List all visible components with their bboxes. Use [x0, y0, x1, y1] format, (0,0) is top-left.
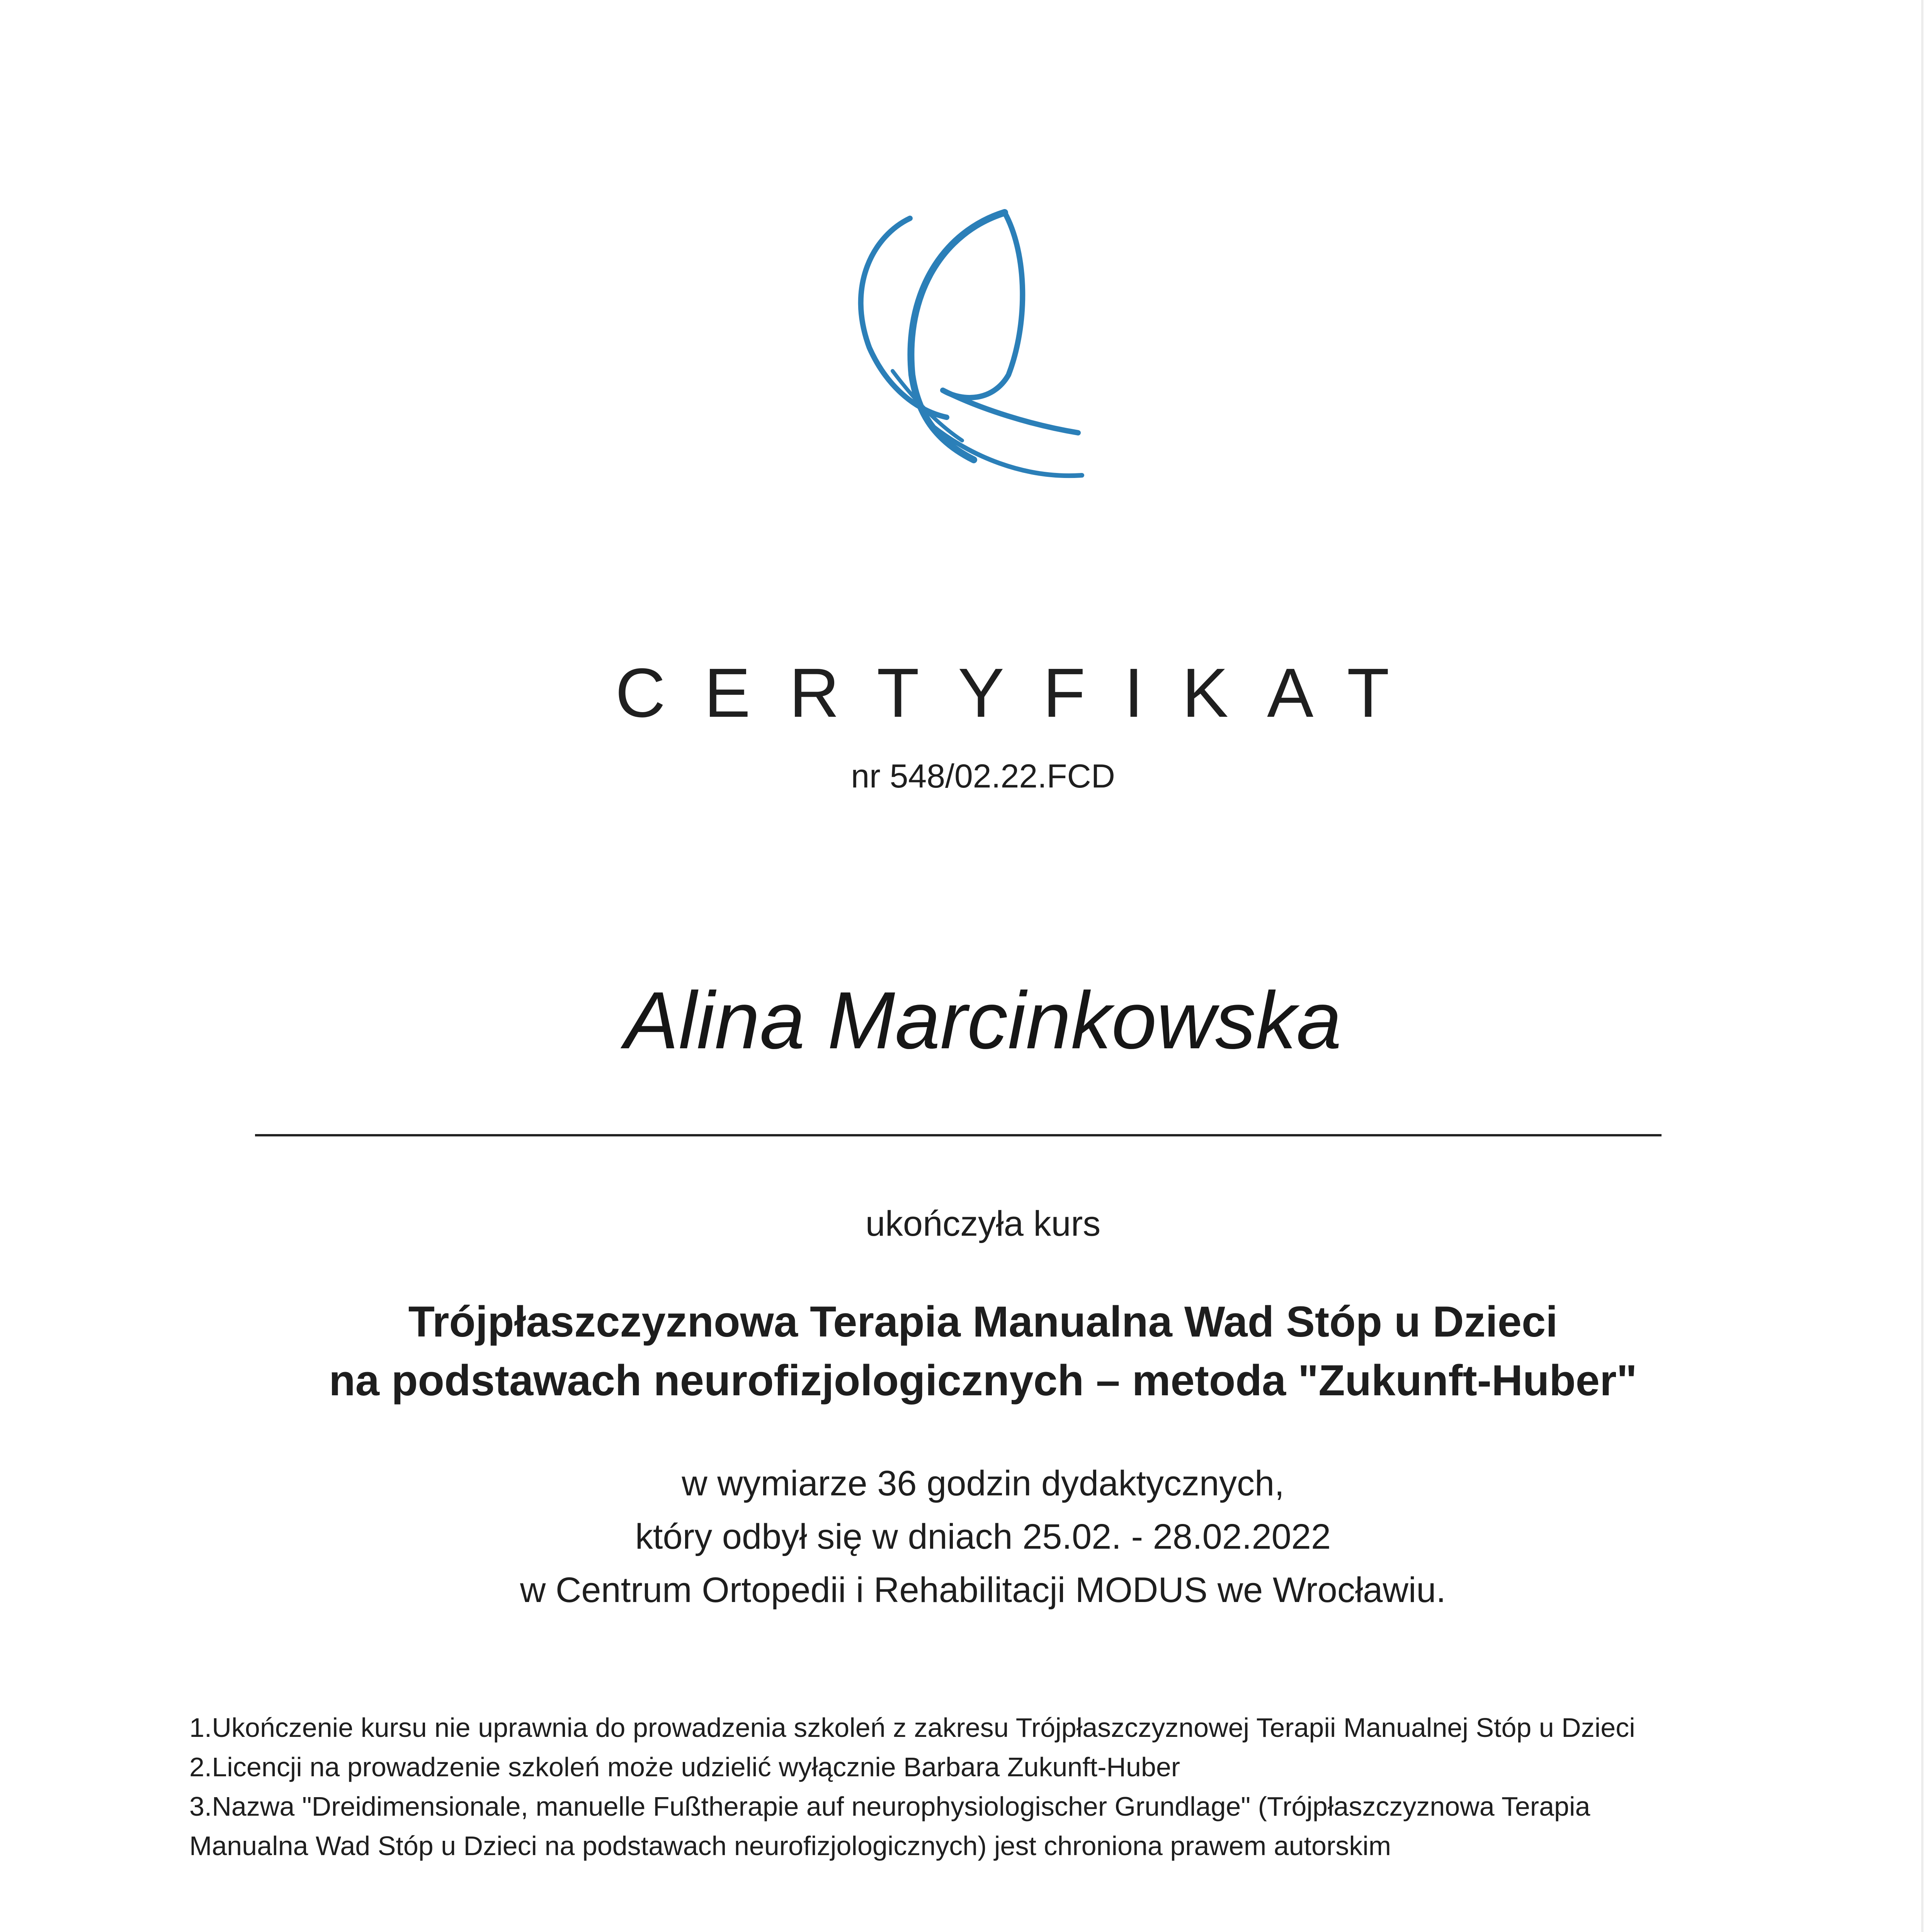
course-title-line-1: Trójpłaszczyznowa Terapia Manualna Wad Stóp u Dzieci: [408, 1298, 1558, 1346]
note-item: 3.Nazwa "Dreidimensionale, manuelle Fußtherapie auf neurophysiologischer Grundlage" (Trójpłaszczyznowa Terapia: [189, 1791, 1590, 1821]
course-dates: który odbył się w dniach 25.02. - 28.02.2022: [635, 1517, 1331, 1556]
name-underline: [255, 1134, 1662, 1136]
butterfly-logo: [846, 209, 1097, 495]
course-location: w Centrum Ortopedii i Rehabilitacji MODUS we Wrocławiu.: [520, 1570, 1446, 1610]
notes-list: [189, 1708, 1774, 1866]
certificate-title: CERTYFIKAT: [615, 654, 1428, 732]
note-item: Manualna Wad Stóp u Dzieci na podstawach neurofizjologicznych) jest chroniona prawem autorskim: [189, 1831, 1391, 1861]
completed-text: ukończyła kurs: [865, 1204, 1101, 1243]
course-details: [0, 1457, 1932, 1617]
recipient-name: Alina Marcinkowska: [624, 975, 1342, 1066]
scan-edge: [1921, 0, 1923, 1932]
note-item: 1.Ukończenie kursu nie uprawnia do prowadzenia szkoleń z zakresu Trójpłaszczyznowej Terapii Manualnej Stóp u Dzieci: [189, 1713, 1635, 1743]
course-title-line-2: na podstawach neurofizjologicznych – metoda "Zukunft-Huber": [329, 1356, 1637, 1405]
course-hours: w wymiarze 36 godzin dydaktycznych,: [682, 1464, 1284, 1503]
certificate-number: nr 548/02.22.FCD: [851, 758, 1115, 795]
note-item: 2.Licencji na prowadzenie szkoleń może udzielić wyłącznie Barbara Zukunft-Huber: [189, 1752, 1180, 1782]
course-title: [0, 1293, 1932, 1410]
